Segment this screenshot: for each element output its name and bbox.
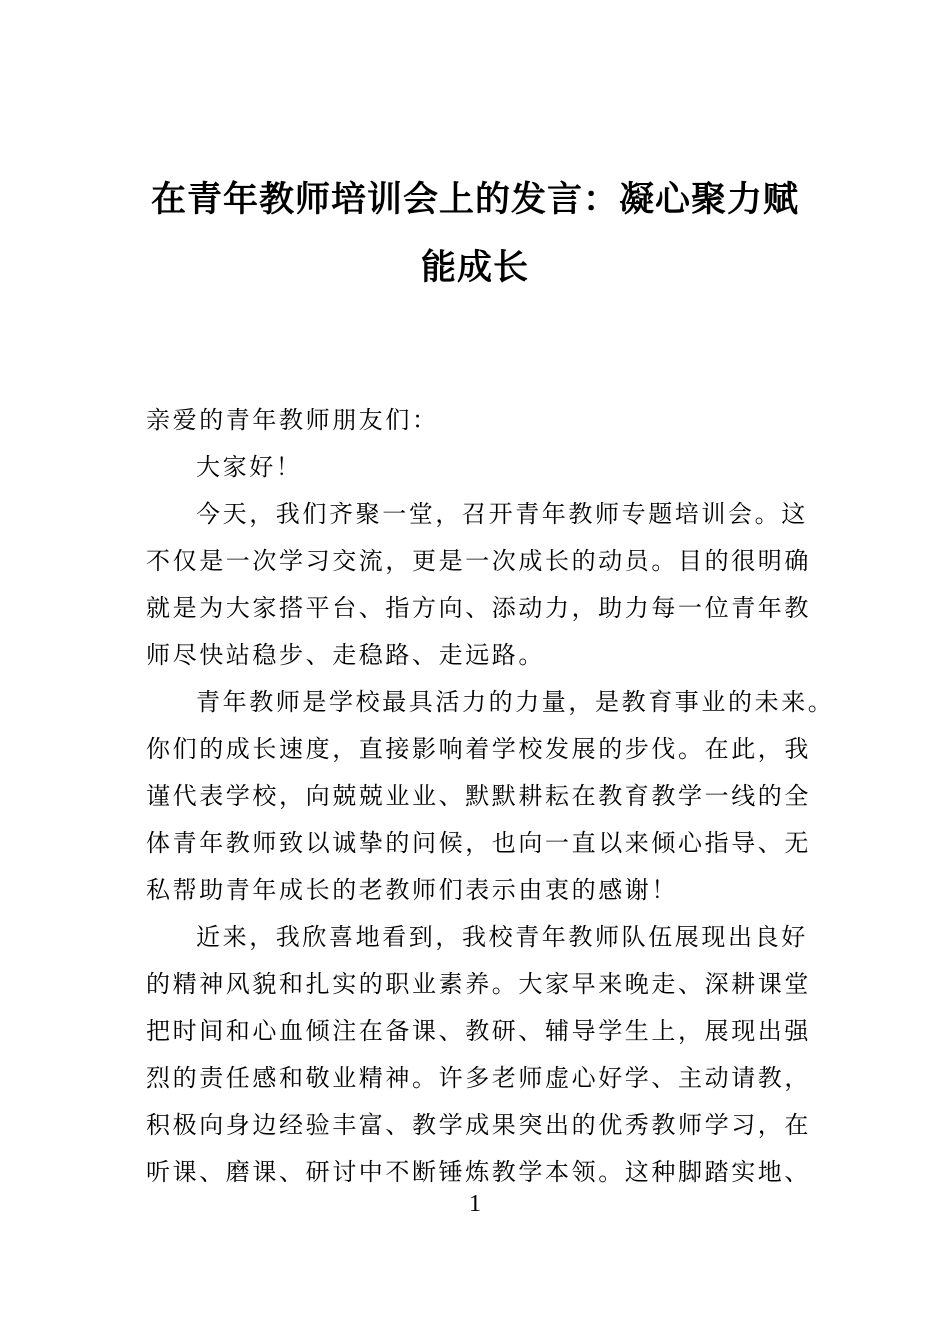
paragraph-line: 体青年教师致以诚挚的问候，也向一直以来倾心指导、无 bbox=[146, 829, 811, 857]
paragraph-line: 私帮助青年成长的老教师们表示由衷的感谢！ bbox=[146, 876, 678, 904]
document-body bbox=[146, 400, 835, 1192]
paragraph-3 bbox=[146, 917, 826, 1192]
paragraph-line: 就是为大家搭平台、指方向、添动力，助力每一位青年教 bbox=[146, 594, 811, 622]
salutation: 亲爱的青年教师朋友们： bbox=[146, 406, 439, 434]
greeting: 大家好！ bbox=[196, 453, 303, 481]
document-title bbox=[140, 166, 810, 302]
paragraph-2 bbox=[146, 682, 835, 917]
paragraph-line: 听课、磨课、研讨中不断锤炼教学本领。这种脚踏实地、 bbox=[146, 1158, 811, 1186]
paragraph-line: 师尽快站稳步、走稳路、走远路。 bbox=[146, 641, 545, 669]
paragraph-line: 的精神风貌和扎实的职业素养。大家早来晚走、深耕课堂 bbox=[146, 970, 811, 998]
paragraph-line: 你们的成长速度，直接影响着学校发展的步伐。在此，我 bbox=[146, 735, 811, 763]
paragraph-line: 青年教师是学校最具活力的力量，是教育事业的未来。 bbox=[196, 688, 835, 716]
title-line-1: 在青年教师培训会上的发言：凝心聚力赋 bbox=[150, 179, 799, 220]
paragraph-line: 近来，我欣喜地看到，我校青年教师队伍展现出良好 bbox=[196, 923, 808, 951]
paragraph-line: 今天，我们齐聚一堂，召开青年教师专题培训会。这 bbox=[196, 500, 808, 528]
paragraph-line: 积极向身边经验丰富、教学成果突出的优秀教师学习，在 bbox=[146, 1111, 811, 1139]
title-line-2: 能成长 bbox=[420, 247, 529, 288]
paragraph-line: 烈的责任感和敬业精神。许多老师虚心好学、主动请教， bbox=[146, 1064, 811, 1092]
paragraph-1 bbox=[146, 494, 826, 682]
page-number: 1 bbox=[469, 1191, 481, 1217]
paragraph-line: 谨代表学校，向兢兢业业、默默耕耘在教育教学一线的全 bbox=[146, 782, 811, 810]
paragraph-line: 把时间和心血倾注在备课、教研、辅导学生上，展现出强 bbox=[146, 1017, 811, 1045]
paragraph-line: 不仅是一次学习交流，更是一次成长的动员。目的很明确 bbox=[146, 547, 811, 575]
